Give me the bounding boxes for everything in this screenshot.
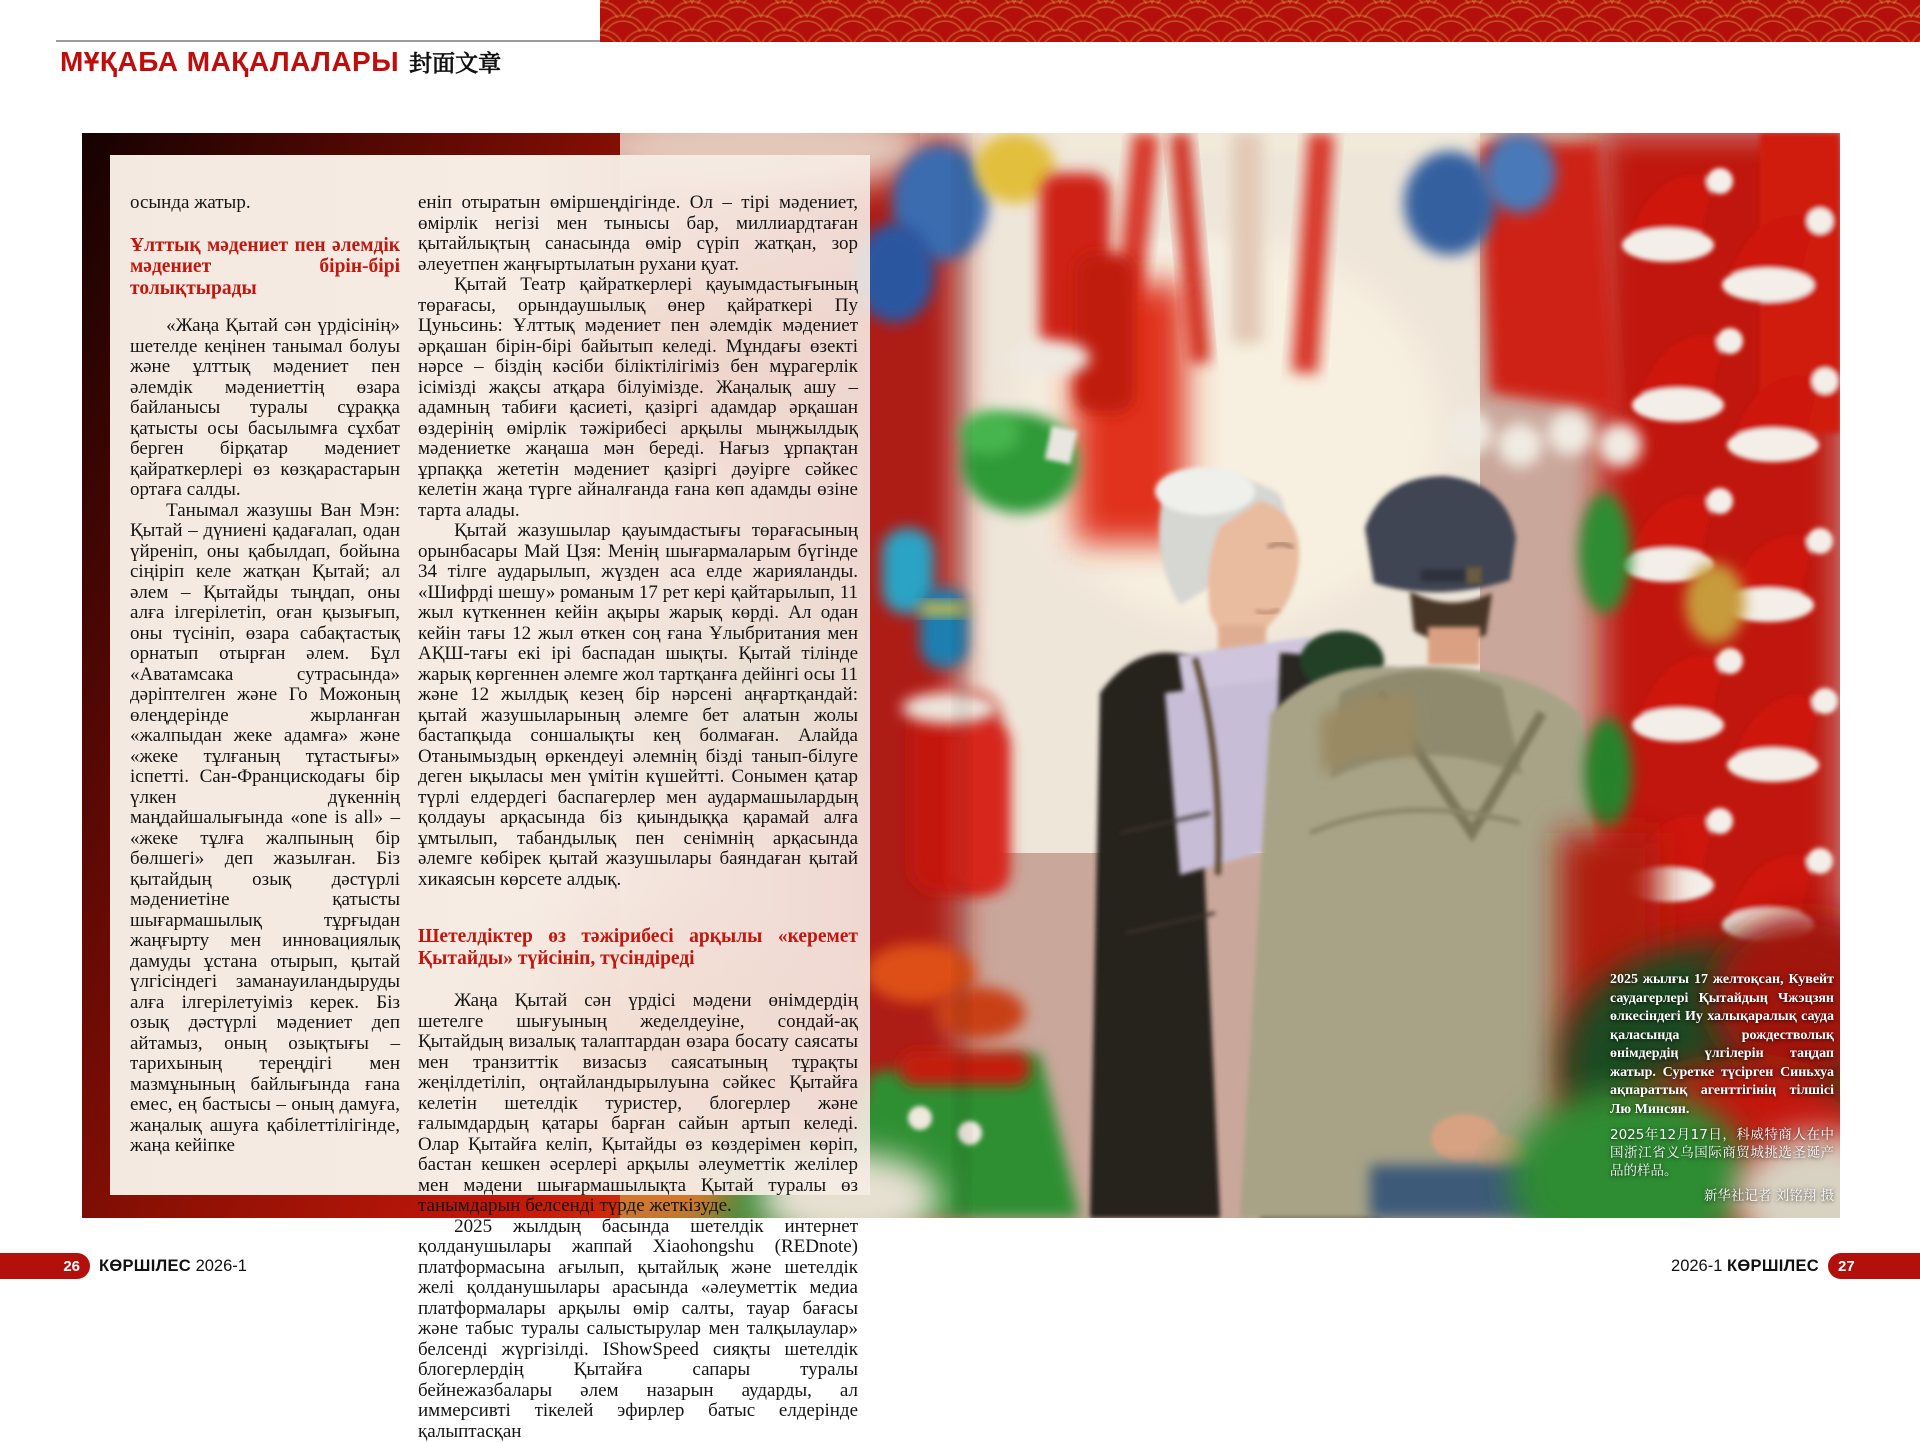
section-title-kazakh: МҰҚАБА МАҚАЛАЛАРЫ: [60, 46, 399, 78]
subheading-national-culture: Ұлттық мәдениет пен әлемдік мәдениет бірін-бірі толықтырады: [130, 235, 400, 300]
paragraph: Танымал жазушы Ван Мэн: Қытай – дүниені қадағалап, одан үйреніп, оны қабылдап, бойына сіңіріп келе жатқан Қытай; ал әлем – Қытайды тыңдап, оны алға ілгерілетіп, оған қызығып, оны түсініп, өзара сабақтастық орнатып отырған әлем. Бұл «Аватамсака сутрасында» дәріптелген және Го Можоның өлеңдерінде жырланған «жалпыдан жеке адамға» және «жеке тұлғаның тұтастығы» іспетті. Сан-Францискодағы бір үлкен дүкеннің маңдайшалығында «one is all» – «жеке тұлға жалпының бір бөлшегі» деп жазылған. Біз қытайдың озық дәстүрлі мәдениетіне қатысты шығармашылық тұрғыдан жаңғырту мен инновациялық дамуды ұстана отырып, қытай үлгісіндегі заманауиландыруды алға ілгерілетуіміз керек. Біз озық дәстүрлі мәдениет деп айтамыз, оның озықтығы – тарихының тереңдігі мен мазмұнының байлығында ғана емес, ең бастысы – оның дамуға, жаңалық ашуға қабілеттілігінде, жаңа кейіпке: [130, 501, 400, 1157]
section-title-chinese: 封面文章: [409, 45, 501, 78]
footer-right: [1662, 1253, 1920, 1279]
paragraph: Жаңа Қытай сән үрдісі мәдени өнімдердің шетелге шығуының жеделдеуіне, сондай-ақ Қытайдың визалық талаптардан өзара босату саясаты мен транзиттік визасыз саясатының тұрақты жеңілдетіліп, оңтайландырылуына сәйкес Қытайға келетін шетелдік туристер, блогерлер және ғалымдардың қатары барған сайын артып келеді. Олар Қытайға келіп, Қытайды өз көздерімен көріп, бастан кешкен әсерлері арқылы әлеуметтік желілер мен мәдени шығармашылықта Қытай туралы өз танымдарын белсенді түрде жеткізуде.: [418, 991, 858, 1217]
article-column-1: [130, 193, 400, 1157]
section-header: [60, 45, 501, 78]
issue-number: 2026-1: [1671, 1257, 1722, 1275]
magazine-spread: [82, 133, 1840, 1218]
issue-number: 2026-1: [196, 1257, 247, 1275]
page-number-badge-left: 26: [0, 1253, 90, 1279]
paragraph-continuation: осында жатыр.: [130, 193, 400, 214]
paragraph: «Жаңа Қытай сән үрдісінің» шетелде кеңінен танымал болуы және ұлттық мәдениет пен әлемдік мәдениеттің өзара байланысы туралы сұраққа қатысты осы басылымға сұхбат берген бірқатар мәдениет қайраткерлері өз көзқарастарын ортаға салды.: [130, 316, 400, 501]
footer-magazine-right: [1671, 1257, 1819, 1276]
page-number-badge-right: 27: [1828, 1253, 1920, 1279]
magazine-name: КӨРШІЛЕС: [1727, 1257, 1819, 1275]
page-fold-seam: [956, 133, 968, 1218]
footer-left: [0, 1253, 256, 1279]
decorative-cloud-band: [600, 0, 1920, 42]
paragraph-continuation: еніп отыратын өміршеңдігінде. Ол – тірі мәдениет, өмірлік негізі мен тынысы бар, миллиардтаған қытайлықтың санасында өмір сүріп жатқан, зор әлеуетпен жаңғыртылатын рухани қуат.: [418, 193, 858, 275]
article-column-2: [418, 193, 858, 1442]
paragraph: Қытай жазушылар қауымдастығы төрағасының орынбасары Май Цзя: Менің шығармаларым бүгінде 34 тілге аударылып, жүзден аса елде жарияланды. «Шифрді шешу» романым 17 рет кері қайтарылып, 11 жыл күткеннен кейін ақыры жарық көрді. Ал одан кейін тағы 12 жыл өткен соң ғана Ұлыбритания мен АҚШ-тағы екі ірі баспадан шықты. Қытай тілінде жарық көргеннен әлемге жол тартқанға дейінгі осы 11 және 12 жылдық кезең бір нәрсені аңғартқандай: қытай жазушыларының әлемге бет алатын жолы бастапқыда соншалықты кең болмаған. Алайда Отанымыздың өркендеуі әлемнің бізді танып-білуге деген ықыласы мен үмітін күшейтті. Сонымен қатар түрлі елдердегі баспагерлер мен аудармашылардың қолдауы арқасында біз қиындыққа қарамай алға ұмтылып, табандылық пен сенімнің арқасында әлемге көбірек қытай жазушылары баяндаған қытай хикаясын көрсете алдық.: [418, 521, 858, 890]
photo-caption-kazakh: 2025 жылғы 17 желтоқсан, Кувейт саудагерлері Қытайдың Чжэцзян өлкесіндегі Иу халықаралық сауда қаласында рождестволық өнімдердің үлгілерін таңдап жатыр. Суретке түсірген Синьхуа ақпараттық агенттігінің тілшісі Лю Минсян.: [1610, 971, 1834, 1119]
photo-credit: 新华社记者 刘铭翔 摄: [1610, 1184, 1834, 1204]
paragraph: Қытай Театр қайраткерлері қауымдастығының төрағасы, орындаушылық өнер қайраткері Пу Цуньсинь: Ұлттық мәдениет пен әлемдік мәдениет әрқашан бірін-бірі байытып келеді. Мұндағы өзекті нәрсе – біздің кәсіби біліктілігіміз бен мұрагерлік ісімізді жақсы атқара білуімізде. Жаңалық ашу – адамның табиғи қасиеті, қазіргі адамдар әрқашан өздерінің өмірлік тәжірибесі арқылы мыңжылдық мәдениетке жаңаша мән береді. Нағыз ұрпақтан ұрпаққа жететін мәдениет қазіргі дәуірге сәйкес келетін жаңа түрге айналғанда ғана көп адамды өзіне тарта алады.: [418, 275, 858, 521]
magazine-name: КӨРШІЛЕС: [99, 1257, 191, 1275]
article-panel: [110, 155, 870, 1195]
header-rule: [56, 40, 600, 42]
footer-magazine-left: [99, 1257, 247, 1276]
photo-caption-chinese: 2025年12月17日，科威特商人在中国浙江省义乌国际商贸城挑选圣诞产品的样品。: [1610, 1126, 1834, 1180]
photo-caption: [1610, 971, 1834, 1204]
paragraph: 2025 жылдың басында шетелдік интернет қолданушылары жаппай Xiaohongshu (REDnote) платформасына ағылып, қытайлық және шетелдік желі қолданушылары арасында «әлеуметтік медиа платформалары арқылы өмір салты, тауар бағасы және табыс туралы салыстырулар мен талқылаулар» белсенді жүргізілді. IShowSpeed сияқты шетелдік блогерлердің Қытайға сапары туралы бейнежазбалары әлем назарын аударды, ал иммерсивті тікелей эфирлер батыс елдерінде қалыптасқан: [418, 1217, 858, 1442]
subheading-foreigners-experience: Шетелдіктер өз тәжірибесі арқылы «керемет Қытайды» түйсініп, түсіндіреді: [418, 926, 858, 969]
